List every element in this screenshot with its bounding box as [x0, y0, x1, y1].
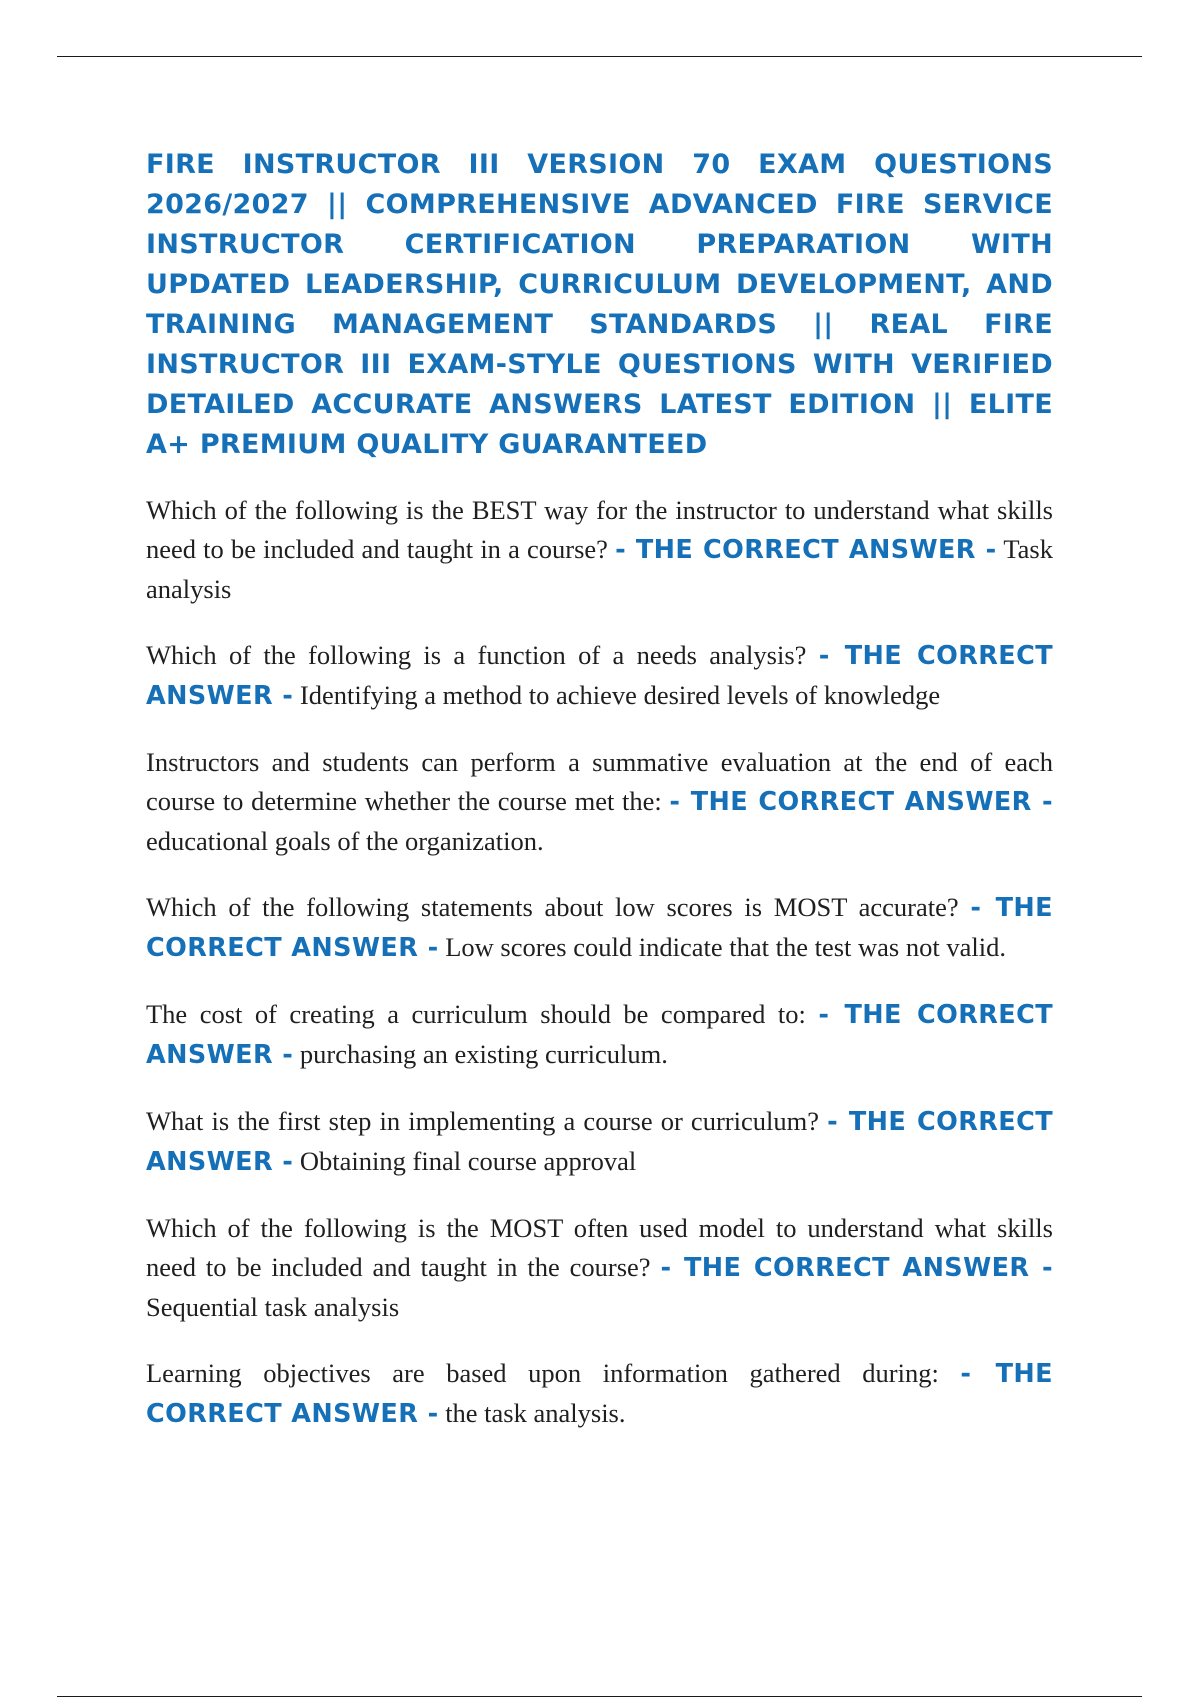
correct-answer-tag: - THE CORRECT ANSWER - — [146, 1107, 1054, 1177]
question-text: Which of the following is the MOST often used model to understand what skills need to be included and taught in the course? — [146, 1213, 1053, 1282]
answer-text: Low scores could indicate that the test was not valid. — [445, 932, 1006, 962]
answer-text: educational goals of the organization. — [146, 826, 544, 856]
correct-answer-tag: - THE CORRECT ANSWER - — [669, 787, 1054, 817]
answer-text: Task analysis — [146, 534, 1053, 604]
qa-item — [146, 636, 1053, 716]
answer-text: the task analysis. — [445, 1398, 626, 1428]
qa-item — [146, 491, 1053, 609]
answer-text: purchasing an existing curriculum. — [299, 1039, 668, 1069]
footer-rule — [57, 1696, 1142, 1697]
correct-answer-tag: - THE CORRECT ANSWER - — [146, 893, 1053, 963]
document-page — [146, 145, 1053, 1461]
question-text: Which of the following statements about low scores is MOST accurate? — [146, 892, 959, 922]
answer-text: Sequential task analysis — [146, 1292, 400, 1322]
qa-item — [146, 1209, 1053, 1327]
correct-answer-tag: - THE CORRECT ANSWER - — [615, 535, 997, 565]
qa-item — [146, 1102, 1053, 1182]
qa-item — [146, 995, 1053, 1075]
correct-answer-tag: - THE CORRECT ANSWER - — [146, 1359, 1053, 1429]
question-text: What is the first step in implementing a course or curriculum? — [146, 1106, 819, 1136]
question-text: Which of the following is a function of a needs analysis? — [146, 640, 807, 670]
answer-text: Identifying a method to achieve desired levels of knowledge — [299, 680, 941, 710]
question-text: Instructors and students can perform a summative evaluation at the end of each course to determine whether the course met the: — [146, 747, 1053, 816]
qa-item — [146, 743, 1053, 861]
document-title: FIRE INSTRUCTOR III VERSION 70 EXAM QUESTIONS 2026/2027 || COMPREHENSIVE ADVANCED FIRE SERVICE INSTRUCTOR CERTIFICATION PREPARATION WITH UPDATED LEADERSHIP, CURRICULUM DEVELOPMENT, AND TRAINING MANAGEMENT STANDARDS || REAL FIRE INSTRUCTOR III EXAM-STYLE QUESTIONS WITH VERIFIED DETAILED ACCURATE ANSWERS LATEST EDITION || ELITE A+ PREMIUM QUALITY GUARANTEED — [146, 149, 1053, 460]
correct-answer-tag: - THE CORRECT ANSWER - — [660, 1253, 1053, 1283]
answer-text: Obtaining final course approval — [299, 1146, 637, 1176]
question-text: Learning objectives are based upon information gathered during: — [146, 1358, 939, 1388]
header-rule — [57, 56, 1142, 57]
qa-item — [146, 888, 1053, 968]
correct-answer-tag: - THE CORRECT ANSWER - — [146, 1000, 1053, 1070]
correct-answer-tag: - THE CORRECT ANSWER - — [146, 641, 1054, 711]
qa-item — [146, 1354, 1053, 1434]
question-text: Which of the following is the BEST way for the instructor to understand what skills need to be included and taught in a course? — [146, 495, 1053, 564]
question-text: The cost of creating a curriculum should be compared to: — [146, 999, 806, 1029]
